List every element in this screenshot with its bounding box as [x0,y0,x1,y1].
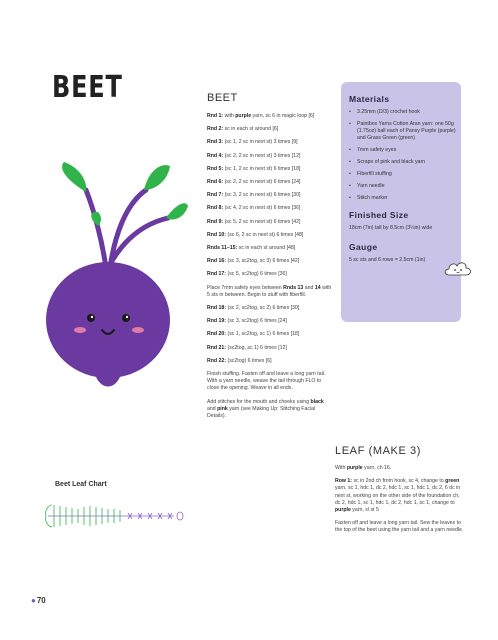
round-line: Rnds 11–15: sc in each st around [48] [207,245,296,252]
beet-pattern-section [207,92,332,426]
stitch-note: Add stitches for the mouth and cheeks using black and pink yarn (see Making Up: Stitching Facial Details). [207,398,324,420]
materials-panel [341,82,461,322]
round-line: Rnd 18: (sc 2, sc2tog, sc 2) 6 times [30] [207,305,300,312]
finished-size-text: 18cm (7in) tall by 8.5cm (3¼in) wide [349,225,433,231]
eyes-note: Place 7mm safety eyes between Rnds 13 and 14 with 5 sts in between. Begin to stuff with fiberfill. [207,284,332,298]
round-line: Rnd 6: (sc 2, 2 sc in next st) 6 times [24] [207,179,301,186]
gauge-heading: Gauge [349,242,378,252]
round-line: Rnd 20: (sc 1, sc2tog, sc 1) 6 times [18] [207,331,300,338]
round-line: Rnd 19: (sc 3, sc2tog) 6 times [24] [207,318,287,325]
drop-icon: ● [31,596,36,605]
round-line: Rnd 17: (sc 5, sc2tog) 6 times [36] [207,271,287,278]
round-line: Rnd 10: (sc 6, 2 sc in next st) 6 times [48] [207,231,304,238]
leaf-chart-diagram [44,501,194,531]
materials-item: • Fiberfill stuffing [349,171,457,178]
round-line: Rnd 22: (sc2tog) 6 times [6] [207,357,272,364]
materials-item: • Scraps of pink and black yarn [349,159,457,166]
round-line: Rnd 9: (sc 5, 2 sc in next st) 6 times [42] [207,218,301,225]
round-line: Rnd 3: (sc 1, 2 sc in next st) 3 times [9] [207,139,298,146]
materials-item: • Stitch marker [349,195,457,202]
leaf-chart-title: Beet Leaf Chart [55,481,107,488]
round-line: Rnd 5: (sc 1, 2 sc in next st) 6 times [18] [207,165,301,172]
beet-illustration [28,160,188,400]
materials-item: • Paintbox Yarns Cotton Aran yarn: one 50g (1.75oz) ball each of Pansy Purple (purple) and Grass Green (green) [349,121,457,142]
leaf-section [335,445,465,541]
leaf-intro: With purple yarn, ch 16. [335,465,392,471]
leaf-row-1: Row 1: sc in 2nd ch from hook, sc 4, change to green yarn, sc 1, hdc 1, dc 2, hdc 1, sc 1, hdc 1, dc 2, 6 dc in next st, working on the other side of the foundation ch, dc 2, hdc 1, sc 1, hdc 1, dc 2, hdc 1, sc 1, change to purple yarn, sl st 5 [335,478,461,514]
finished-size-heading: Finished Size [349,210,409,220]
beet-heading: BEET [207,92,238,104]
materials-item: • 7mm safety eyes [349,147,457,154]
round-line: Rnd 1: with purple yarn, sc 6 in magic loop [6] [207,113,315,119]
round-line: Rnd 2: sc in each st around [6] [207,126,279,133]
round-line: Rnd 7: (sc 3, 2 sc in next st) 6 times [30] [207,192,301,199]
round-line: Rnd 4: (sc 2, 2 sc in next st) 3 times [12] [207,152,301,159]
materials-heading: Materials [349,94,390,104]
cloud-icon [444,260,472,278]
materials-item: • 3.25mm (D/3) crochet hook [349,109,457,116]
materials-item: • Yarn needle [349,183,457,190]
round-line: Rnd 8: (sc 4, 2 sc in next st) 6 times [36] [207,205,301,212]
finish-note: Finish stuffing. Fasten off and leave a long yarn tail. With a yarn needle, weave the tail through FLO to close the opening. Weave in all ends. [207,371,326,392]
page-number: ●70 [31,596,46,605]
leaf-finish-note: Fasten off and leave a long yarn tail. Sew the leaves to the top of the beet using the yarn tail and a yarn needle. [335,520,464,534]
gauge-text: 5 sc sts and 6 rows = 2.5cm (1in) [349,257,426,263]
leaf-heading: LEAF (MAKE 3) [335,445,422,457]
round-line: Rnd 21: (sc2tog, sc 1) 6 times [12] [207,344,287,351]
round-line: Rnd 16: (sc 3, sc2tog, sc 3) 6 times [42] [207,258,300,265]
materials-list [349,109,457,202]
page-title: BEET [52,70,123,105]
